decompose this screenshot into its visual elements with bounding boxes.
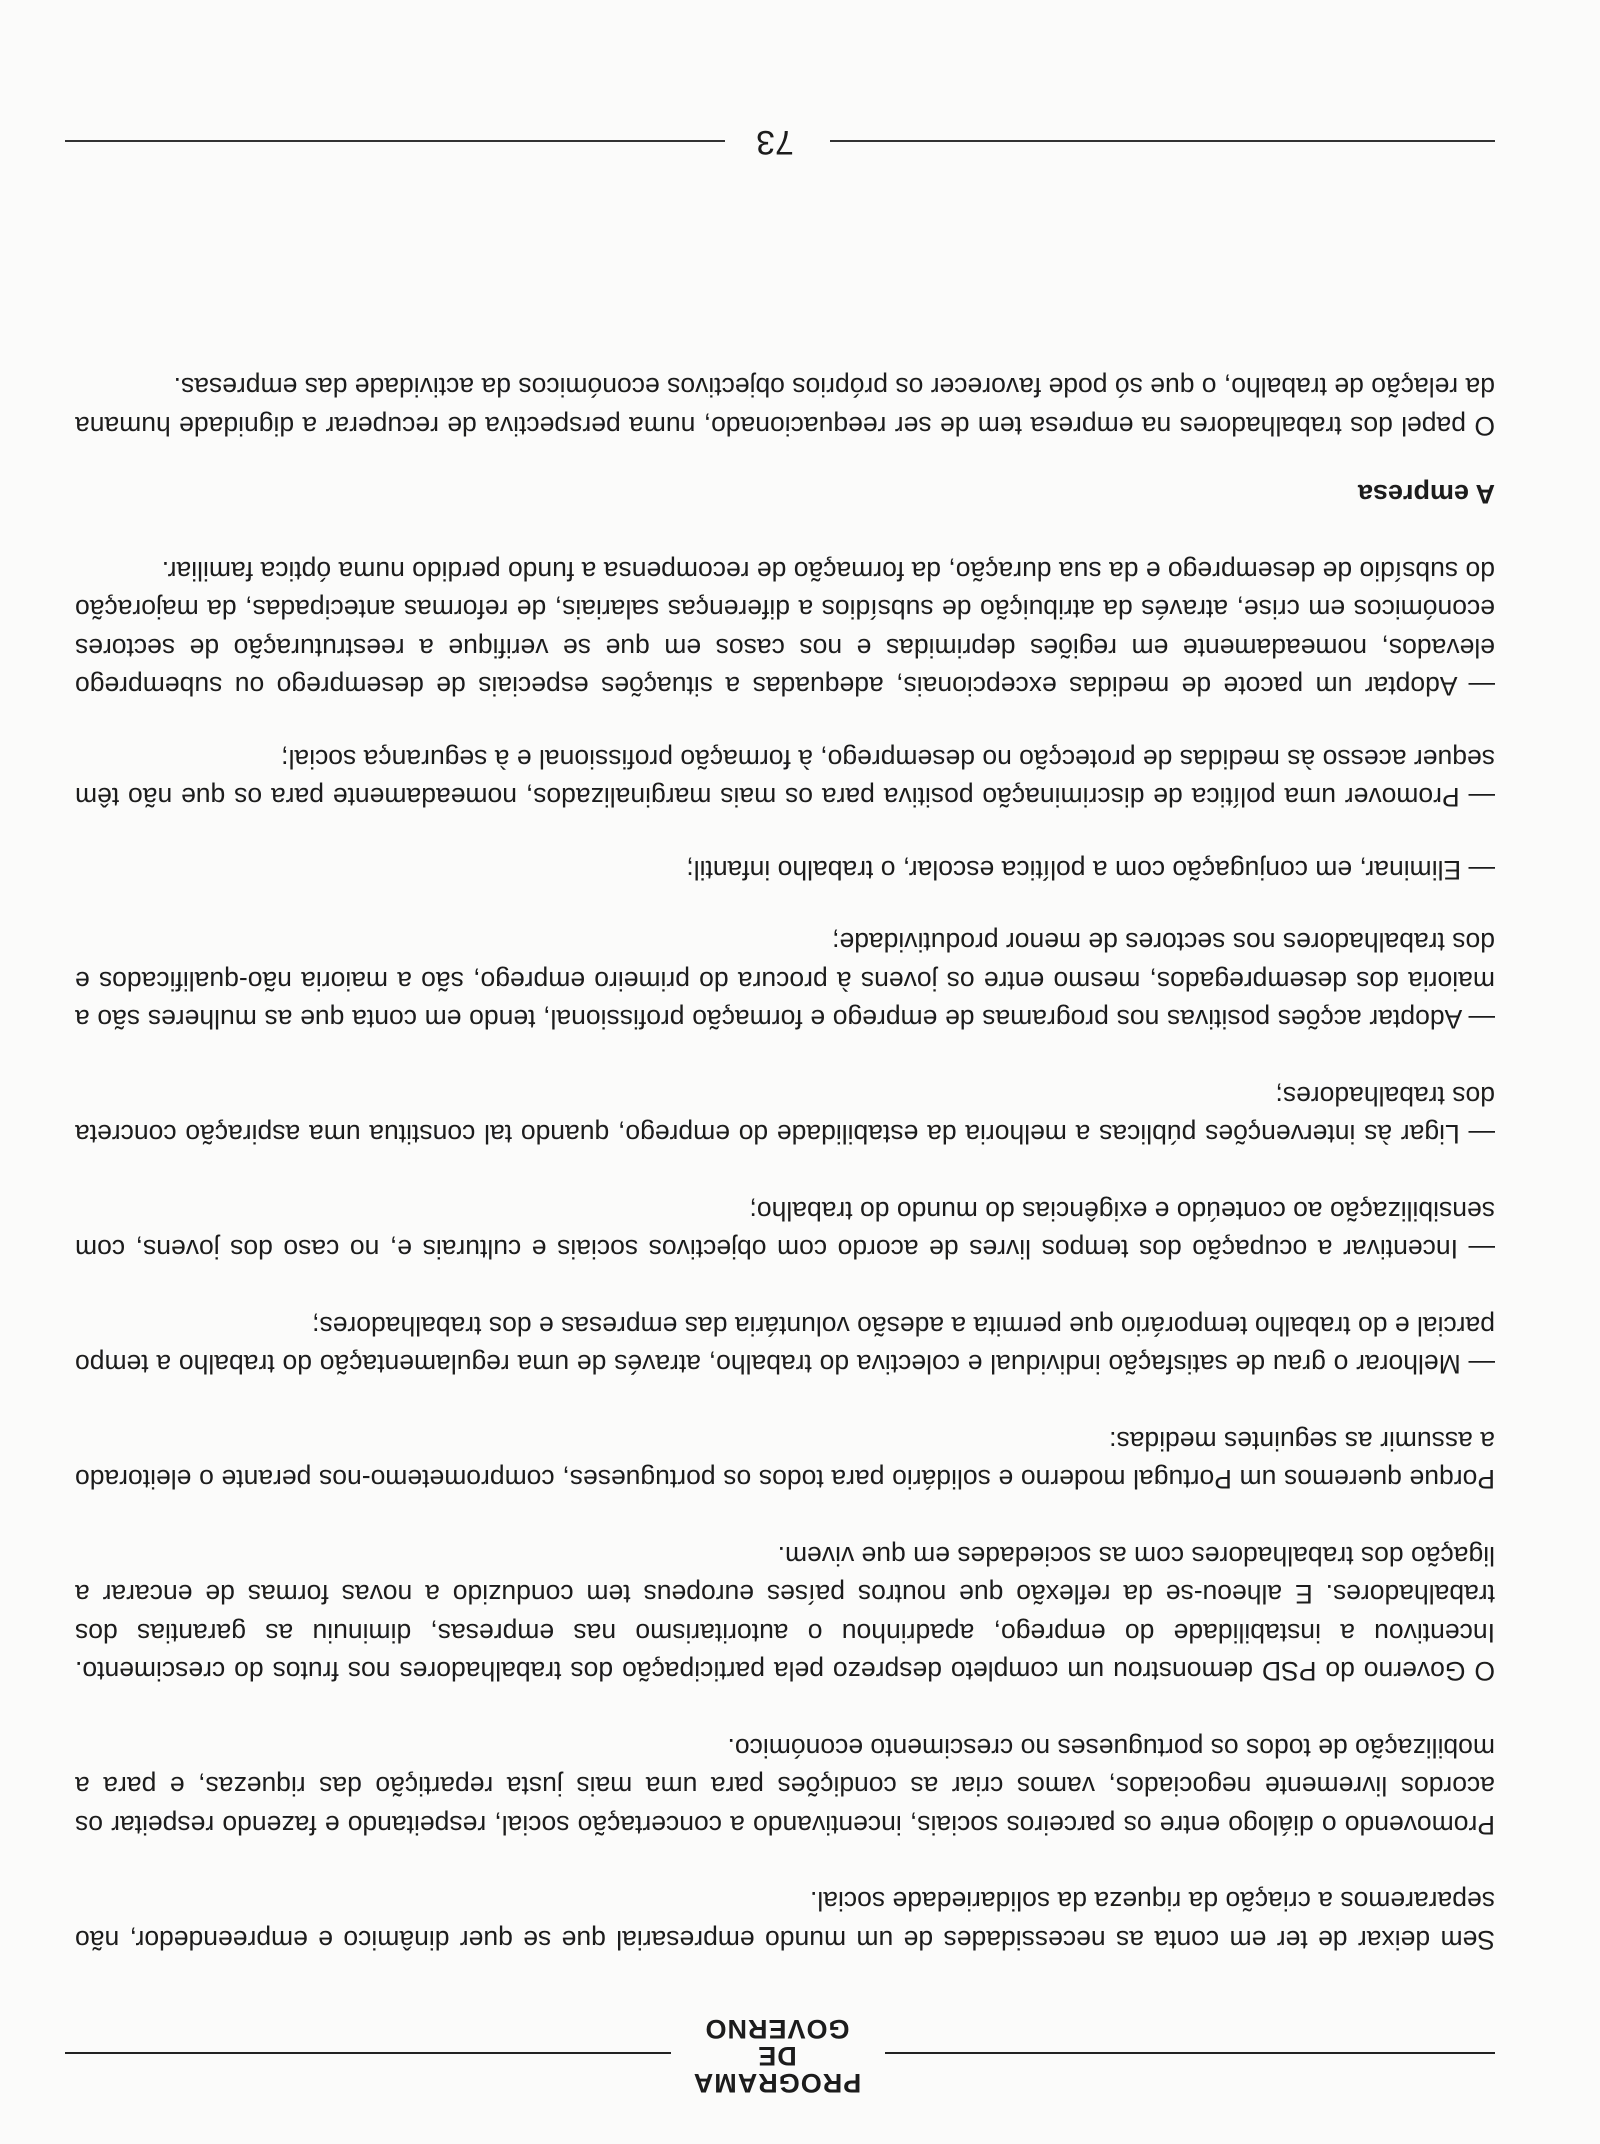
paragraph: Sem deixar de ter em conta as necessidades de um mundo empresarial que se quer dinâmico e empreendedor, não separaremos a criação da riqueza da solidariedade social. [75,1886,1495,1955]
paragraph: Promovendo o diálogo entre os parceiros sociais, incentivando a concertação social, respeitando e fazendo respeitar os acordos livremente negociados, vamos criar as condições para uma mais justa repartição das riquezas, e para a mobilização de todos os portugueses no crescimento económico. [75,1733,1495,1840]
header-title [687,2015,867,2096]
section-heading: A empresa [1357,479,1495,510]
list-item: — Melhorar o grau de satisfação individual e colectiva do trabalho, através de uma regulamentação do trabalho a tempo parcial e do trabalho temporário que permita a adesão voluntária das empresas e dos trabalhadores; [75,1311,1495,1380]
list-item: — Promover uma política de discriminação positiva para os mais marginalizados, nomeadamente para os que não têm sequer acesso às medidas de protecção no desemprego, à formação profissional e à segurança social; [75,744,1495,813]
page-footer [65,106,1495,166]
footer-rule-left [830,140,1495,142]
header-rule-right [65,2052,671,2054]
list-item: — Adoptar um pacote de medidas excepcionais, adequadas a situações especiais de desemprego ou subemprego elevados, nomeadamente em regiões deprimidas e nos casos em que se verifique a reestruturação de sectores económicos em crise, através da atribuição de subsídios a diferenças salariais, de reformas antecipadas, da majoração do subsídio de desemprego e da sua duração, da formação de recompensa a fundo perdido numa óptica familiar. [75,556,1495,702]
header-rule-left [885,2052,1495,2054]
list-item: — Incentivar a ocupação dos tempos livres de acordo com objectivos sociais e culturais e, no caso dos jovens, com sensibilização ao conteúdo e exigências do mundo do trabalho; [75,1196,1495,1265]
page-number: 73 [756,123,794,161]
list-item: — Eliminar, em conjugação com a política escolar, o trabalho infantil; [686,855,1495,885]
header-title-line2: DE GOVERNO [704,2014,850,2071]
list-item: — Adoptar acções positivas nos programas de emprego e formação profissional, tendo em conta que as mulheres são a maioria dos desempregados, mesmo entre os jovens à procura do primeiro emprego, são a maioria não-qualificados e dos trabalhadores nos sectores de menor produtividade; [75,927,1495,1035]
list-item: — Ligar às intervenções públicas a melhoria da estabilidade do emprego, quando tal constitua uma aspiração concreta dos trabalhadores; [75,1081,1495,1150]
footer-rule-right [65,140,725,142]
body-text [75,330,1495,1959]
paragraph: O papel dos trabalhadores na empresa tem de ser reequacionado, numa perspectiva de recuperar a dignidade humana da relação de trabalho, o que só pode favorecer os próprios objectivos económicos da actividade das empresas. [75,372,1495,441]
paragraph: Porque queremos um Portugal moderno e solidário para todos os portugueses, comprometemo-nos perante o eleitorado a assumir as seguintes medidas: [75,1426,1495,1495]
header-title-line1: PROGRAMA [692,2068,862,2098]
paragraph: O Governo do PSD demonstrou um completo desprezo pela participação dos trabalhadores nos frutos do crescimento. Incentivou a instabilidade do emprego, apadrinhou o autoritarismo nas empresas, diminuiu as garantias dos trabalhadores. E alheou-se da reflexão que noutros países europeus tem conduzido a novas formas de encarar a ligação dos trabalhadores com as sociedades em que vivem. [75,1541,1495,1687]
